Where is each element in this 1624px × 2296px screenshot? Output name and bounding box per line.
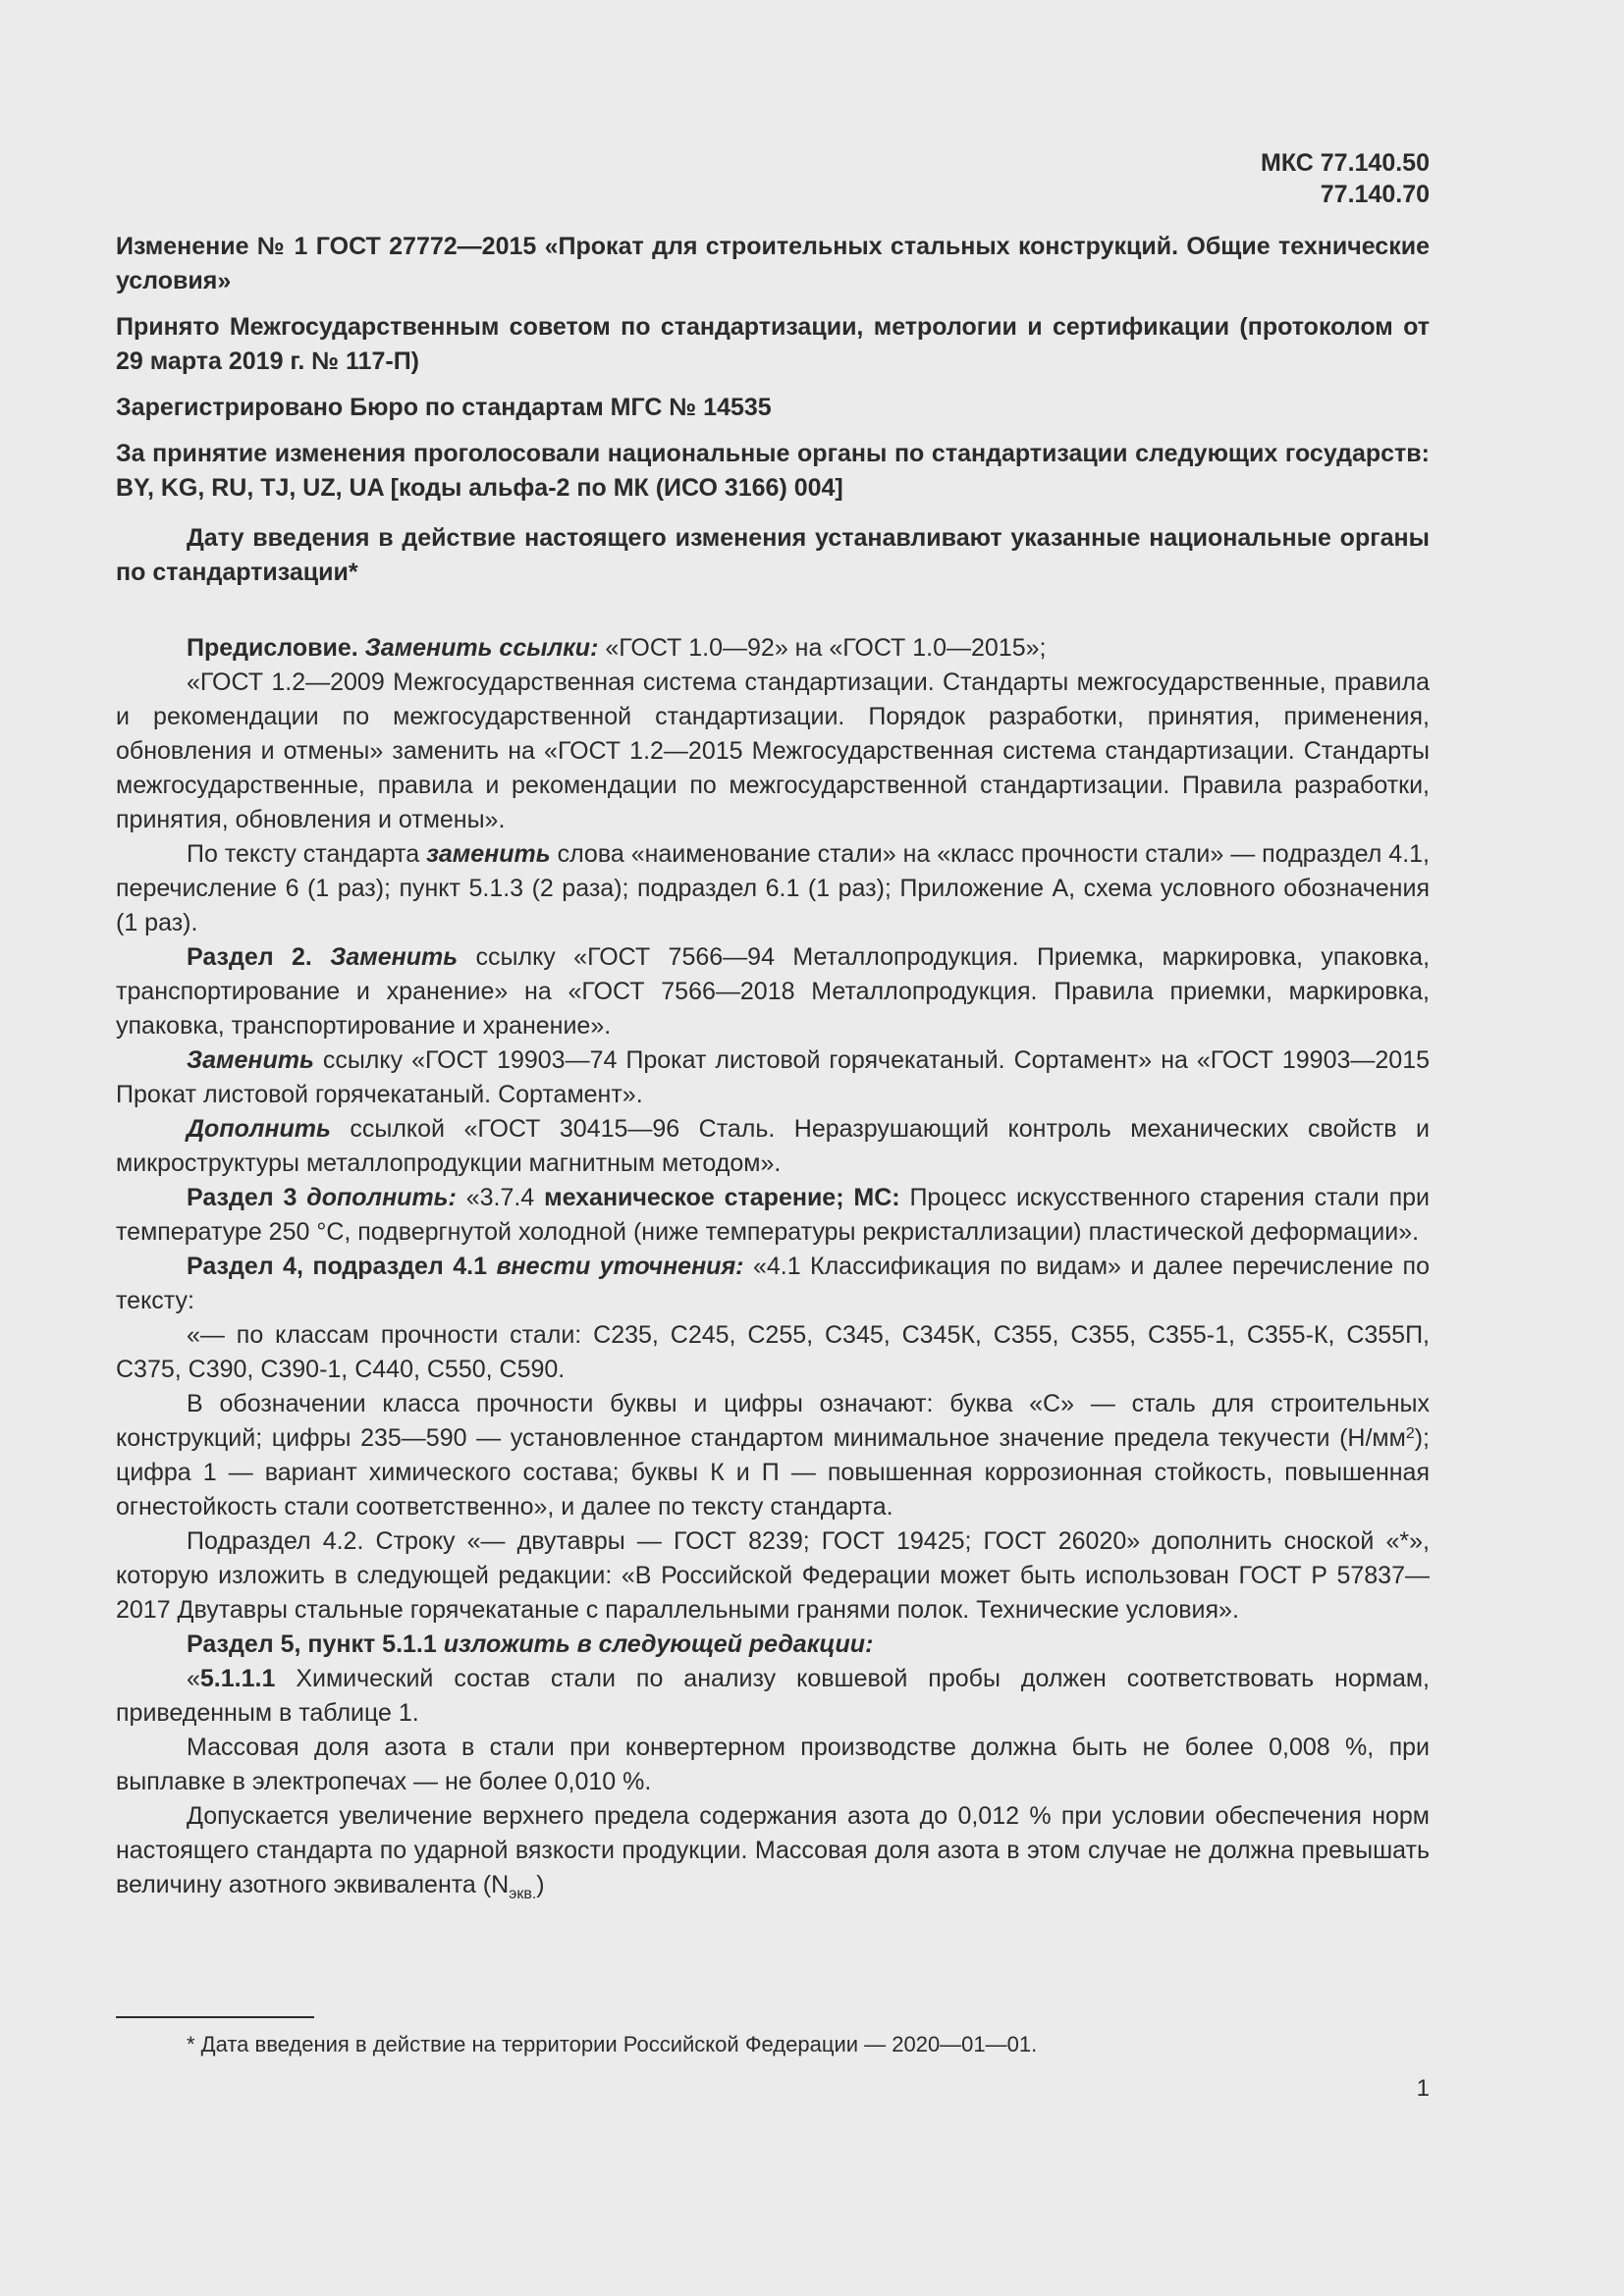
footnote-separator <box>116 2016 314 2018</box>
voting-statement: За принятие изменения проголосовали национальные органы по стандартизации следующих государств: BY, KG, RU, TJ, UZ, UA [коды альфа-2 по МК (ИСО 3166) 004] <box>116 440 1430 502</box>
paragraph-section-5: Раздел 5, пункт 5.1.1 изложить в следующей редакции: <box>187 1630 874 1658</box>
paragraph-section-3: Раздел 3 дополнить: «3.7.4 механическое старение; МС: Процесс искусственного старения стали при температуре 250 °С, подвергнутой холодной (ниже температуры рекристаллизации) пластической деформации». <box>116 1184 1431 1246</box>
paragraph-text-replace: По тексту стандарта заменить слова «наименование стали» на «класс прочности стали» — подраздел 4.1, перечисление 6 (1 раз); пункт 5.1.3 (2 раза); подраздел 6.1 (1 раз); Приложение А, схема условного обозначения (1 раз). <box>116 840 1431 936</box>
paragraph-5-1-1-1: «5.1.1.1 Химический состав стали по анализу ковшевой пробы должен соответствовать нормам, приведенным в таблице 1. <box>116 1665 1430 1727</box>
adopted-statement: Принято Межгосударственным советом по стандартизации, метрологии и сертификации (протоколом от 29 марта 2019 г. № 117-П) <box>116 313 1430 375</box>
paragraph-nitrogen-limit: Массовая доля азота в стали при конвертерном производстве должна быть не более 0,008 %, при выплавке в электропечах — не более 0,010 %. <box>116 1734 1430 1795</box>
amendment-title: Изменение № 1 ГОСТ 27772—2015 «Прокат для строительных стальных конструкций. Общие технические условия» <box>116 233 1430 294</box>
mks-code <box>116 147 1430 210</box>
document-page <box>116 147 1430 1902</box>
paragraph-class-designation: В обозначении класса прочности буквы и цифры означают: буква «С» — сталь для строительных конструкций; цифры 235—590 — установленное стандартом минимальное значение предела текучести $(Н/мм^2)$; цифра 1 — вариант химического состава; буквы К и П — повышенная коррозионная стойкость, повышенная огнестойкость стали соответственно», и далее по тексту стандарта. <box>116 1390 1430 1521</box>
registration-statement: Зарегистрировано Бюро по стандартам МГС № 14535 <box>116 394 772 421</box>
mks-line-1: МКС 77.140.50 <box>1261 149 1430 177</box>
paragraph-gost-30415: Дополнить ссылкой «ГОСТ 30415—96 Сталь. Неразрушающий контроль механических свойств и микроструктуры металлопродукции магнитным методом». <box>116 1115 1431 1177</box>
paragraph-section-4: Раздел 4, подраздел 4.1 внести уточнения: «4.1 Классификация по видам» и далее перечисление по тексту: <box>116 1253 1430 1314</box>
paragraph-gost-19903: Заменить ссылку «ГОСТ 19903—74 Прокат листовой горячекатаный. Сортамент» на «ГОСТ 19903—2015 Прокат листовой горячекатаный. Сортамент». <box>116 1046 1430 1108</box>
paragraph-section-2: Раздел 2. Заменить ссылку «ГОСТ 7566—94 Металлопродукция. Приемка, маркировка, упаковка, транспортирование и хранение» на «ГОСТ 7566—2018 Металлопродукция. Правила приемки, маркировка, упаковка, транспортирование и хранение». <box>116 943 1431 1040</box>
mks-line-2: 77.140.70 <box>1320 181 1430 208</box>
footnote: * Дата введения в действие на территории Российской Федерации — 2020—01—01. <box>187 2032 1038 2056</box>
page-number: 1 <box>1416 2075 1430 2102</box>
paragraph-subsection-4-2: Подраздел 4.2. Строку «— двутавры — ГОСТ 8239; ГОСТ 19425; ГОСТ 26020» дополнить сноской «*», которую изложить в следующей редакции: «В Российской Федерации может быть использован ГОСТ Р 57837—2017 Двутавры стальные горячекатаные с параллельными гранями полок. Технические условия». <box>116 1527 1430 1624</box>
paragraph-preface: Предисловие. Заменить ссылки: «ГОСТ 1.0—92» на «ГОСТ 1.0—2015»; <box>187 634 1047 662</box>
paragraph-strength-classes: «— по классам прочности стали: С235, С245, С255, С345, С345К, С355, С355, С355-1, С355-К, С355П, С375, С390, С390-1, С440, С550, С590. <box>116 1321 1430 1383</box>
amendment-body <box>116 631 1430 1902</box>
paragraph-gost-1-2: «ГОСТ 1.2—2009 Межгосударственная система стандартизации. Стандарты межгосударственные, правила и рекомендации по межгосударственной стандартизации. Порядок разработки, принятия, применения, обновления и отмены» заменить на «ГОСТ 1.2—2015 Межгосударственная система стандартизации. Стандарты межгосударственные, правила и рекомендации по межгосударственной стандартизации. Правила разработки, принятия, обновления и отмены». <box>116 668 1430 833</box>
paragraph-nitrogen-increase: Допускается увеличение верхнего предела содержания азота до 0,012 % при условии обеспечения норм настоящего стандарта по ударной вязкости продукции. Массовая доля азота в этом случае не должна превышать величину азотного эквивалента $(N_{экв.})$ <box>116 1802 1430 1902</box>
effective-date-statement: Дату введения в действие настоящего изменения устанавливают указанные национальные органы по стандартизации* <box>116 524 1430 586</box>
